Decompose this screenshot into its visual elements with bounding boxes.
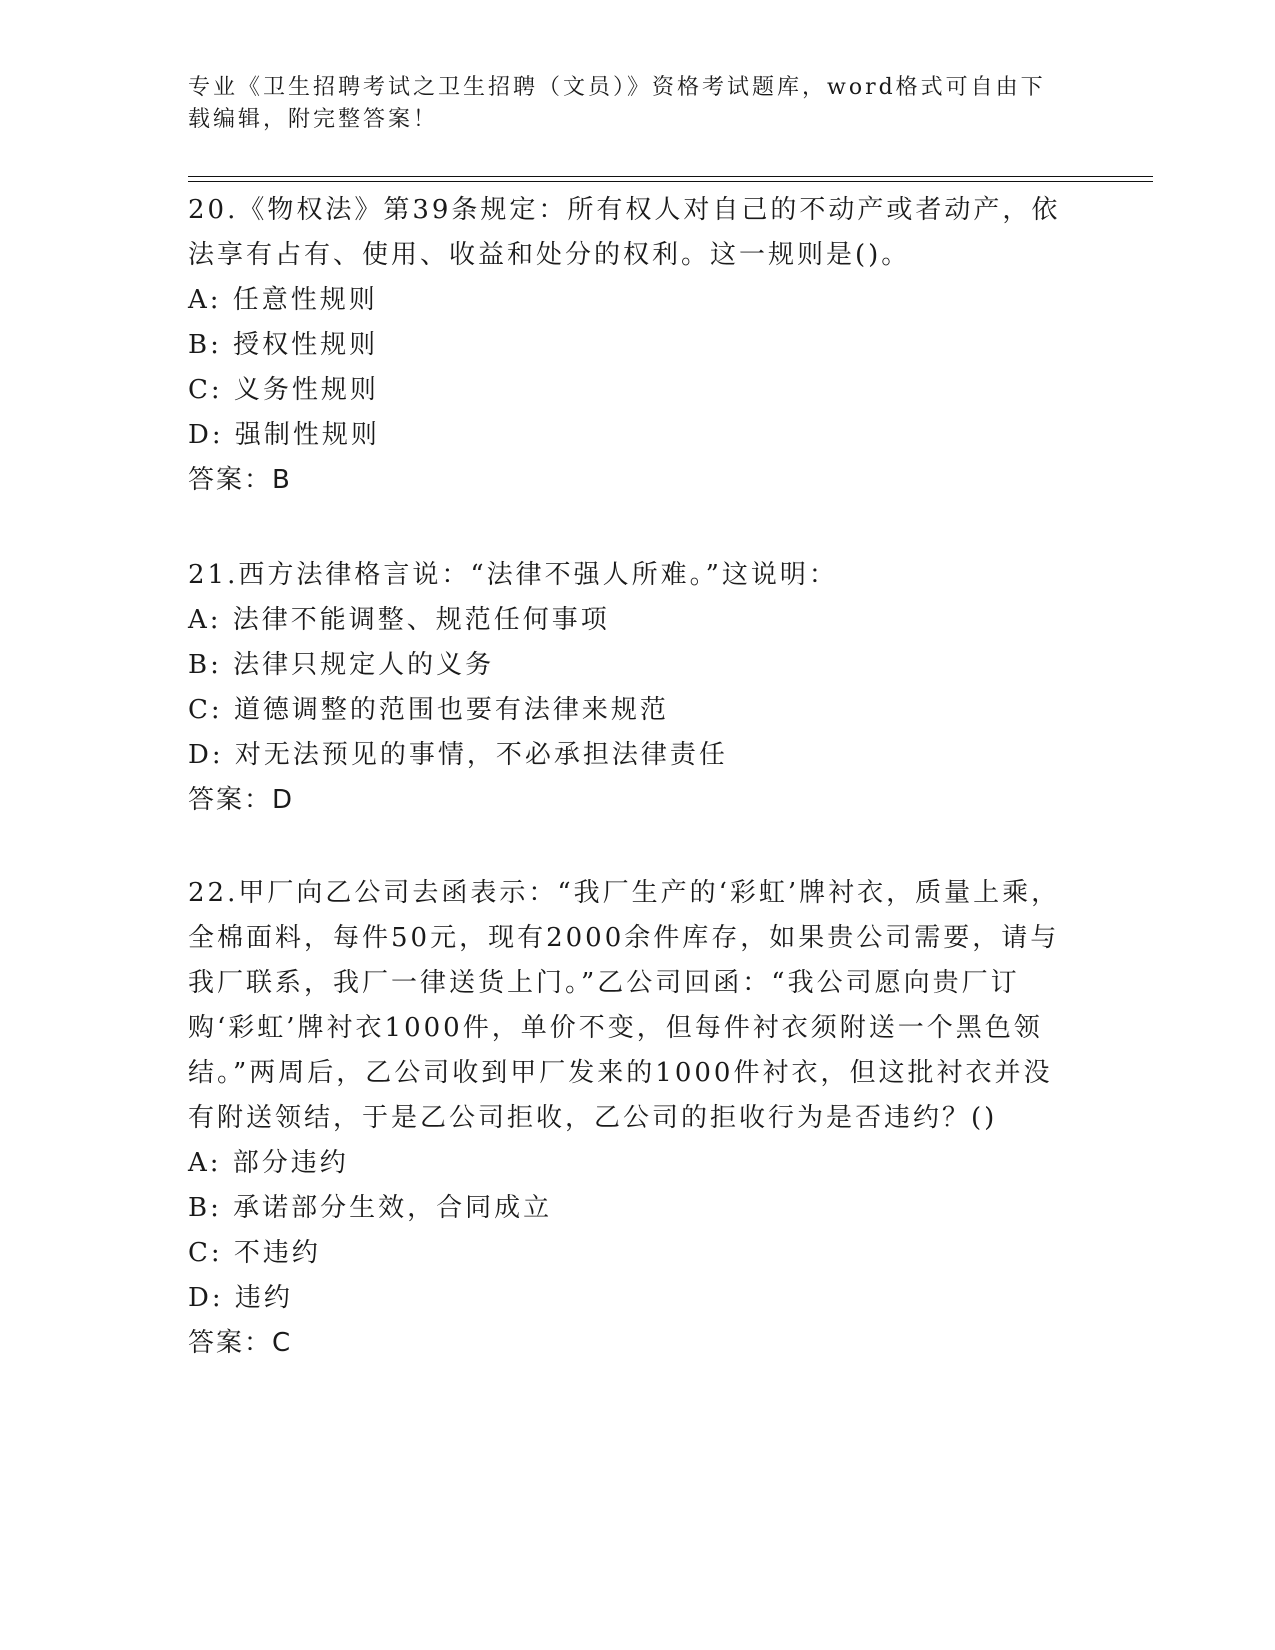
answer-line: 答案：B [188, 465, 292, 495]
question-20 [188, 188, 1078, 503]
option-a: A: 法律不能调整、规范任何事项 [188, 605, 610, 635]
document-header: 专业《卫生招聘考试之卫生招聘（文员）》资格考试题库，word格式可自由下载编辑，附完整答案！ [188, 75, 1046, 132]
option-a: A: 部分违约 [188, 1148, 349, 1178]
option-c: C: 不违约 [188, 1238, 321, 1268]
option-c: C: 道德调整的范围也要有法律来规范 [188, 695, 669, 725]
option-b: B: 承诺部分生效，合同成立 [188, 1193, 553, 1223]
option-b: B: 授权性规则 [188, 330, 379, 360]
option-b: B: 法律只规定人的义务 [188, 650, 495, 680]
option-c: C: 义务性规则 [188, 375, 379, 405]
answer-line: 答案：C [188, 1328, 293, 1358]
option-a: A: 任意性规则 [188, 285, 378, 315]
option-d: D: 违约 [188, 1283, 293, 1313]
answer-line: 答案：D [188, 785, 295, 815]
question-stem: 20.《物权法》第39条规定：所有权人对自己的不动产或者动产，依法享有占有、使用、收益和处分的权利。这一规则是()。 [188, 195, 1061, 270]
option-d: D: 对无法预见的事情，不必承担法律责任 [188, 740, 728, 770]
question-stem: 21.西方法律格言说：“法律不强人所难。”这说明： [188, 560, 838, 590]
question-stem: 22.甲厂向乙公司去函表示：“我厂生产的‘彩虹’牌衬衣，质量上乘，全棉面料，每件50元，现有2000余件库存，如果贵公司需要，请与我厂联系，我厂一律送货上门。”乙公司回函：“我公司愿向贵厂订购‘彩虹’牌衬衣1000件，单价不变，但每件衬衣须附送一个黑色领结。”两周后，乙公司收到甲厂发来的1000件衬衣，但这批衬衣并没有附送领结，于是乙公司拒收，乙公司的拒收行为是否违约？() [188, 878, 1061, 1133]
option-d: D: 强制性规则 [188, 420, 380, 450]
question-21 [188, 553, 1078, 823]
header-divider-top [188, 176, 1153, 177]
question-22 [188, 871, 1078, 1366]
header-divider-bottom [188, 181, 1153, 182]
